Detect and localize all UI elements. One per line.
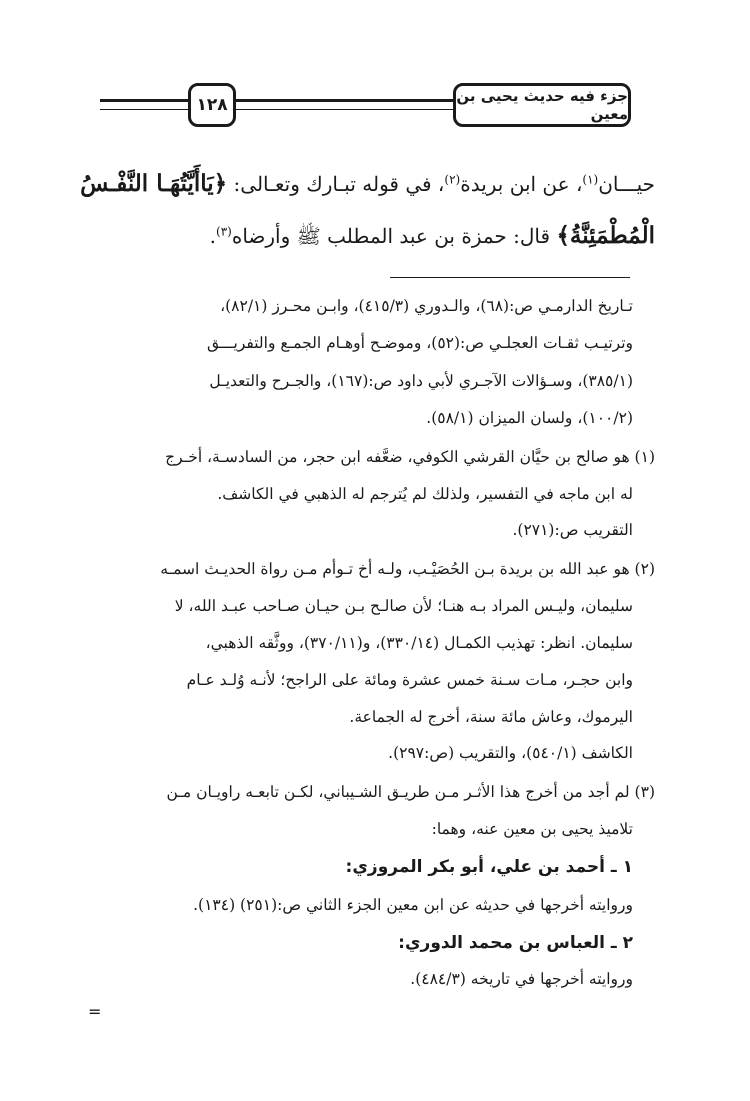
footnote-1-line: (١) هو صالح بن حيَّان القرشي الكوفي، ضعَّفه ابن حجر، من السادسـة، أخـرج	[165, 448, 655, 466]
main-text-segment: ، عن ابن بريدة	[460, 172, 583, 196]
footnote-3-item-title: ٢ ـ العباس بن محمد الدوري:	[398, 933, 633, 953]
footnote-2-line: (٢) هو عبد الله بن بريدة بـن الحُصَيْـب، ولـه أخ تـوأم مـن رواة الحديـث اسمـه	[160, 560, 655, 578]
footnote-ref: (٢)	[444, 172, 461, 187]
continuation-mark: =	[88, 1002, 102, 1021]
quran-verse: الْمُطْمَئِنَّةُ﴾	[556, 222, 655, 249]
header-rule-left-top	[100, 99, 190, 102]
footnote-2-line: الكاشف (٥٤٠/١)، والتقريب (ص:٢٩٧).	[388, 744, 633, 762]
footnote-line: (١٠٠/٢)، ولسان الميزان (٥٨/١).	[426, 409, 633, 427]
footnote-3-line: تلاميذ يحيى بن معين عنه، وهما:	[431, 820, 633, 838]
header-rule-middle-bottom	[234, 109, 455, 110]
footnote-2-line: اليرموك، وعاش مائة سنة، أخرج له الجماعة.	[349, 708, 633, 726]
main-text-line-2	[210, 222, 655, 253]
main-text-segment: قال: حمزة بن عبد المطلب ﷺ وأرضاه	[231, 224, 557, 248]
header-rule-left-bottom	[100, 109, 190, 110]
footnote-separator	[390, 277, 630, 278]
footnote-3-item-text: وروايته أخرجها في تاريخه (٤٨٤/٣).	[410, 970, 633, 988]
main-text-segment: .	[209, 224, 217, 248]
footnote-3-item-title: ١ ـ أحمد بن علي، أبو بكر المروزي:	[345, 857, 633, 877]
footnote-2-line: وابن حجـر، مـات سـنة خمس عشرة ومائة على الراجح؛ لأنـه وُلـد عـام	[186, 671, 633, 689]
footnote-1-line: التقريب ص:(٢٧١).	[512, 521, 633, 539]
main-text-segment: ، في قوله تبـارك وتعـالى:	[227, 172, 445, 196]
header-rule-middle-top	[234, 99, 455, 102]
footnote-1-line: له ابن ماجه في التفسير، ولذلك لم يُترجم له الذهبي في الكاشف.	[217, 485, 633, 503]
running-title: جزء فيه حديث يحيى بن معين	[453, 83, 631, 127]
footnote-ref: (٣)	[216, 224, 232, 239]
main-text-line-1	[80, 170, 655, 197]
footnote-line: (٣٨٥/١)، وسـؤالات الآجـري لأبي داود ص:(١٦٧)، والجـرح والتعديـل	[209, 372, 633, 390]
page-number: ١٢٨	[188, 83, 236, 127]
footnote-2-line: سليمان، وليـس المراد بـه هنـا؛ لأن صالـح بـن حيـان صـاحب عبـد الله، لا	[174, 597, 633, 615]
footnote-3-line: (٣) لم أجد من أخرج هذا الأثـر مـن طريـق الشـيباني، لكـن تابعـه راويـان مـن	[166, 783, 655, 801]
quran-verse: ﴿يَاأَيَّتُهَـا النَّفْـسُ	[80, 170, 228, 197]
footnote-2-line: سليمان. انظر: تهذيب الكمـال (٣٣٠/١٤)، و(٣٧٠/١١)، ووثَّقه الذهبي،	[205, 634, 633, 652]
footnote-line: تـاريخ الدارمـي ص:(٦٨)، والـدوري (٤١٥/٣)، وابـن محـرز (٨٢/١)،	[220, 297, 633, 315]
footnote-3-item-text: وروايته أخرجها في حديثه عن ابن معين الجزء الثاني ص:(٢٥١) (١٣٤).	[193, 896, 633, 914]
footnote-ref: (١)	[582, 172, 599, 187]
main-text-segment: حيـــان	[598, 172, 655, 196]
footnote-line: وترتيـب ثقـات العجلـي ص:(٥٢)، وموضـح أوهـام الجمـع والتفريـــق	[207, 334, 633, 352]
